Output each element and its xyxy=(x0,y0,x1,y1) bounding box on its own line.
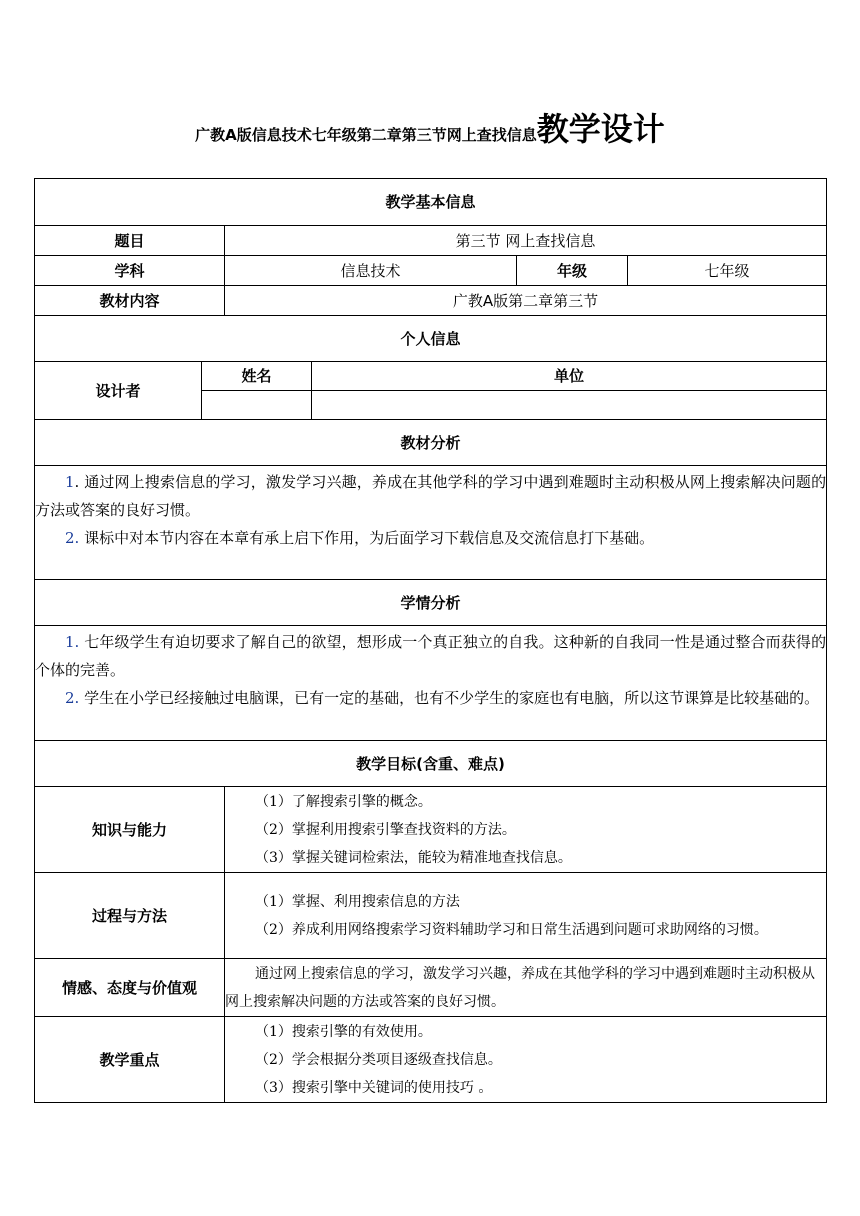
objective-item: （3）掌握关键词检索法，能较为精准地查找信息。 xyxy=(255,849,572,866)
unit-value-cell xyxy=(312,391,827,420)
textbook-analysis-body xyxy=(35,466,827,580)
name-value-cell xyxy=(202,391,312,420)
section-header-basic-info: 教学基本信息 xyxy=(35,179,827,226)
knowledge-label: 知识与能力 xyxy=(35,787,225,873)
textbook-analysis-item: 1. 通过网上搜索信息的学习，激发学习兴趣，养成在其他学科的学习中遇到难题时主动积极从网上搜索解决问题的方法或答案的良好习惯。 xyxy=(35,473,827,519)
unit-label: 单位 xyxy=(312,362,827,391)
process-content xyxy=(225,873,827,959)
lesson-plan-table xyxy=(34,178,827,1103)
student-analysis-body xyxy=(35,626,827,741)
emotion-content xyxy=(225,959,827,1017)
objective-item: （1）了解搜索引擎的概念。 xyxy=(255,793,432,810)
grade-value: 七年级 xyxy=(628,256,827,286)
subject-value: 信息技术 xyxy=(225,256,517,286)
section-header-student-analysis: 学情分析 xyxy=(35,580,827,626)
process-label: 过程与方法 xyxy=(35,873,225,959)
section-header-personal-info: 个人信息 xyxy=(35,316,827,362)
student-analysis-item: 2. 学生在小学已经接触过电脑课，已有一定的基础，也有不少学生的家庭也有电脑，所以这节课算是比较基础的。 xyxy=(65,689,820,707)
document-title-prefix: 广教A版信息技术七年级第二章第三节网上查找信息 xyxy=(195,126,537,144)
section-header-objectives: 教学目标(含重、难点) xyxy=(35,741,827,787)
emotion-label: 情感、态度与价值观 xyxy=(35,959,225,1017)
grade-label: 年级 xyxy=(517,256,628,286)
topic-label: 题目 xyxy=(35,226,225,256)
objective-item: （1）掌握、利用搜索信息的方法 xyxy=(255,893,460,910)
material-label: 教材内容 xyxy=(35,286,225,316)
subject-label: 学科 xyxy=(35,256,225,286)
objective-item: 通过网上搜索信息的学习，激发学习兴趣，养成在其他学科的学习中遇到难题时主动积极从网上搜索解决问题的方法或答案的良好习惯。 xyxy=(225,965,815,1010)
document-title-suffix: 教学设计 xyxy=(536,110,665,148)
student-analysis-item: 1. 七年级学生有迫切要求了解自己的欲望，想形成一个真正独立的自我。这种新的自我同一性是通过整合而获得的个体的完善。 xyxy=(35,633,827,679)
key-point-item: （2）学会根据分类项目逐级查找信息。 xyxy=(255,1051,502,1068)
document-title xyxy=(0,104,860,150)
textbook-analysis-item: 2. 课标中对本节内容在本章有承上启下作用，为后面学习下载信息及交流信息打下基础。 xyxy=(65,529,655,547)
objective-item: （2）掌握利用搜索引擎查找资料的方法。 xyxy=(255,821,516,838)
designer-label: 设计者 xyxy=(35,362,202,420)
key-point-item: （1）搜索引擎的有效使用。 xyxy=(255,1023,432,1040)
key-point-item: （3）搜索引擎中关键词的使用技巧 。 xyxy=(255,1079,493,1096)
key-points-content xyxy=(225,1017,827,1103)
key-points-label: 教学重点 xyxy=(35,1017,225,1103)
topic-value: 第三节 网上查找信息 xyxy=(225,226,827,256)
section-header-textbook-analysis: 教材分析 xyxy=(35,420,827,466)
name-label: 姓名 xyxy=(202,362,312,391)
knowledge-content xyxy=(225,787,827,873)
objective-item: （2）养成利用网络搜索学习资料辅助学习和日常生活遇到问题可求助网络的习惯。 xyxy=(255,921,768,938)
material-value: 广教A版第二章第三节 xyxy=(225,286,827,316)
